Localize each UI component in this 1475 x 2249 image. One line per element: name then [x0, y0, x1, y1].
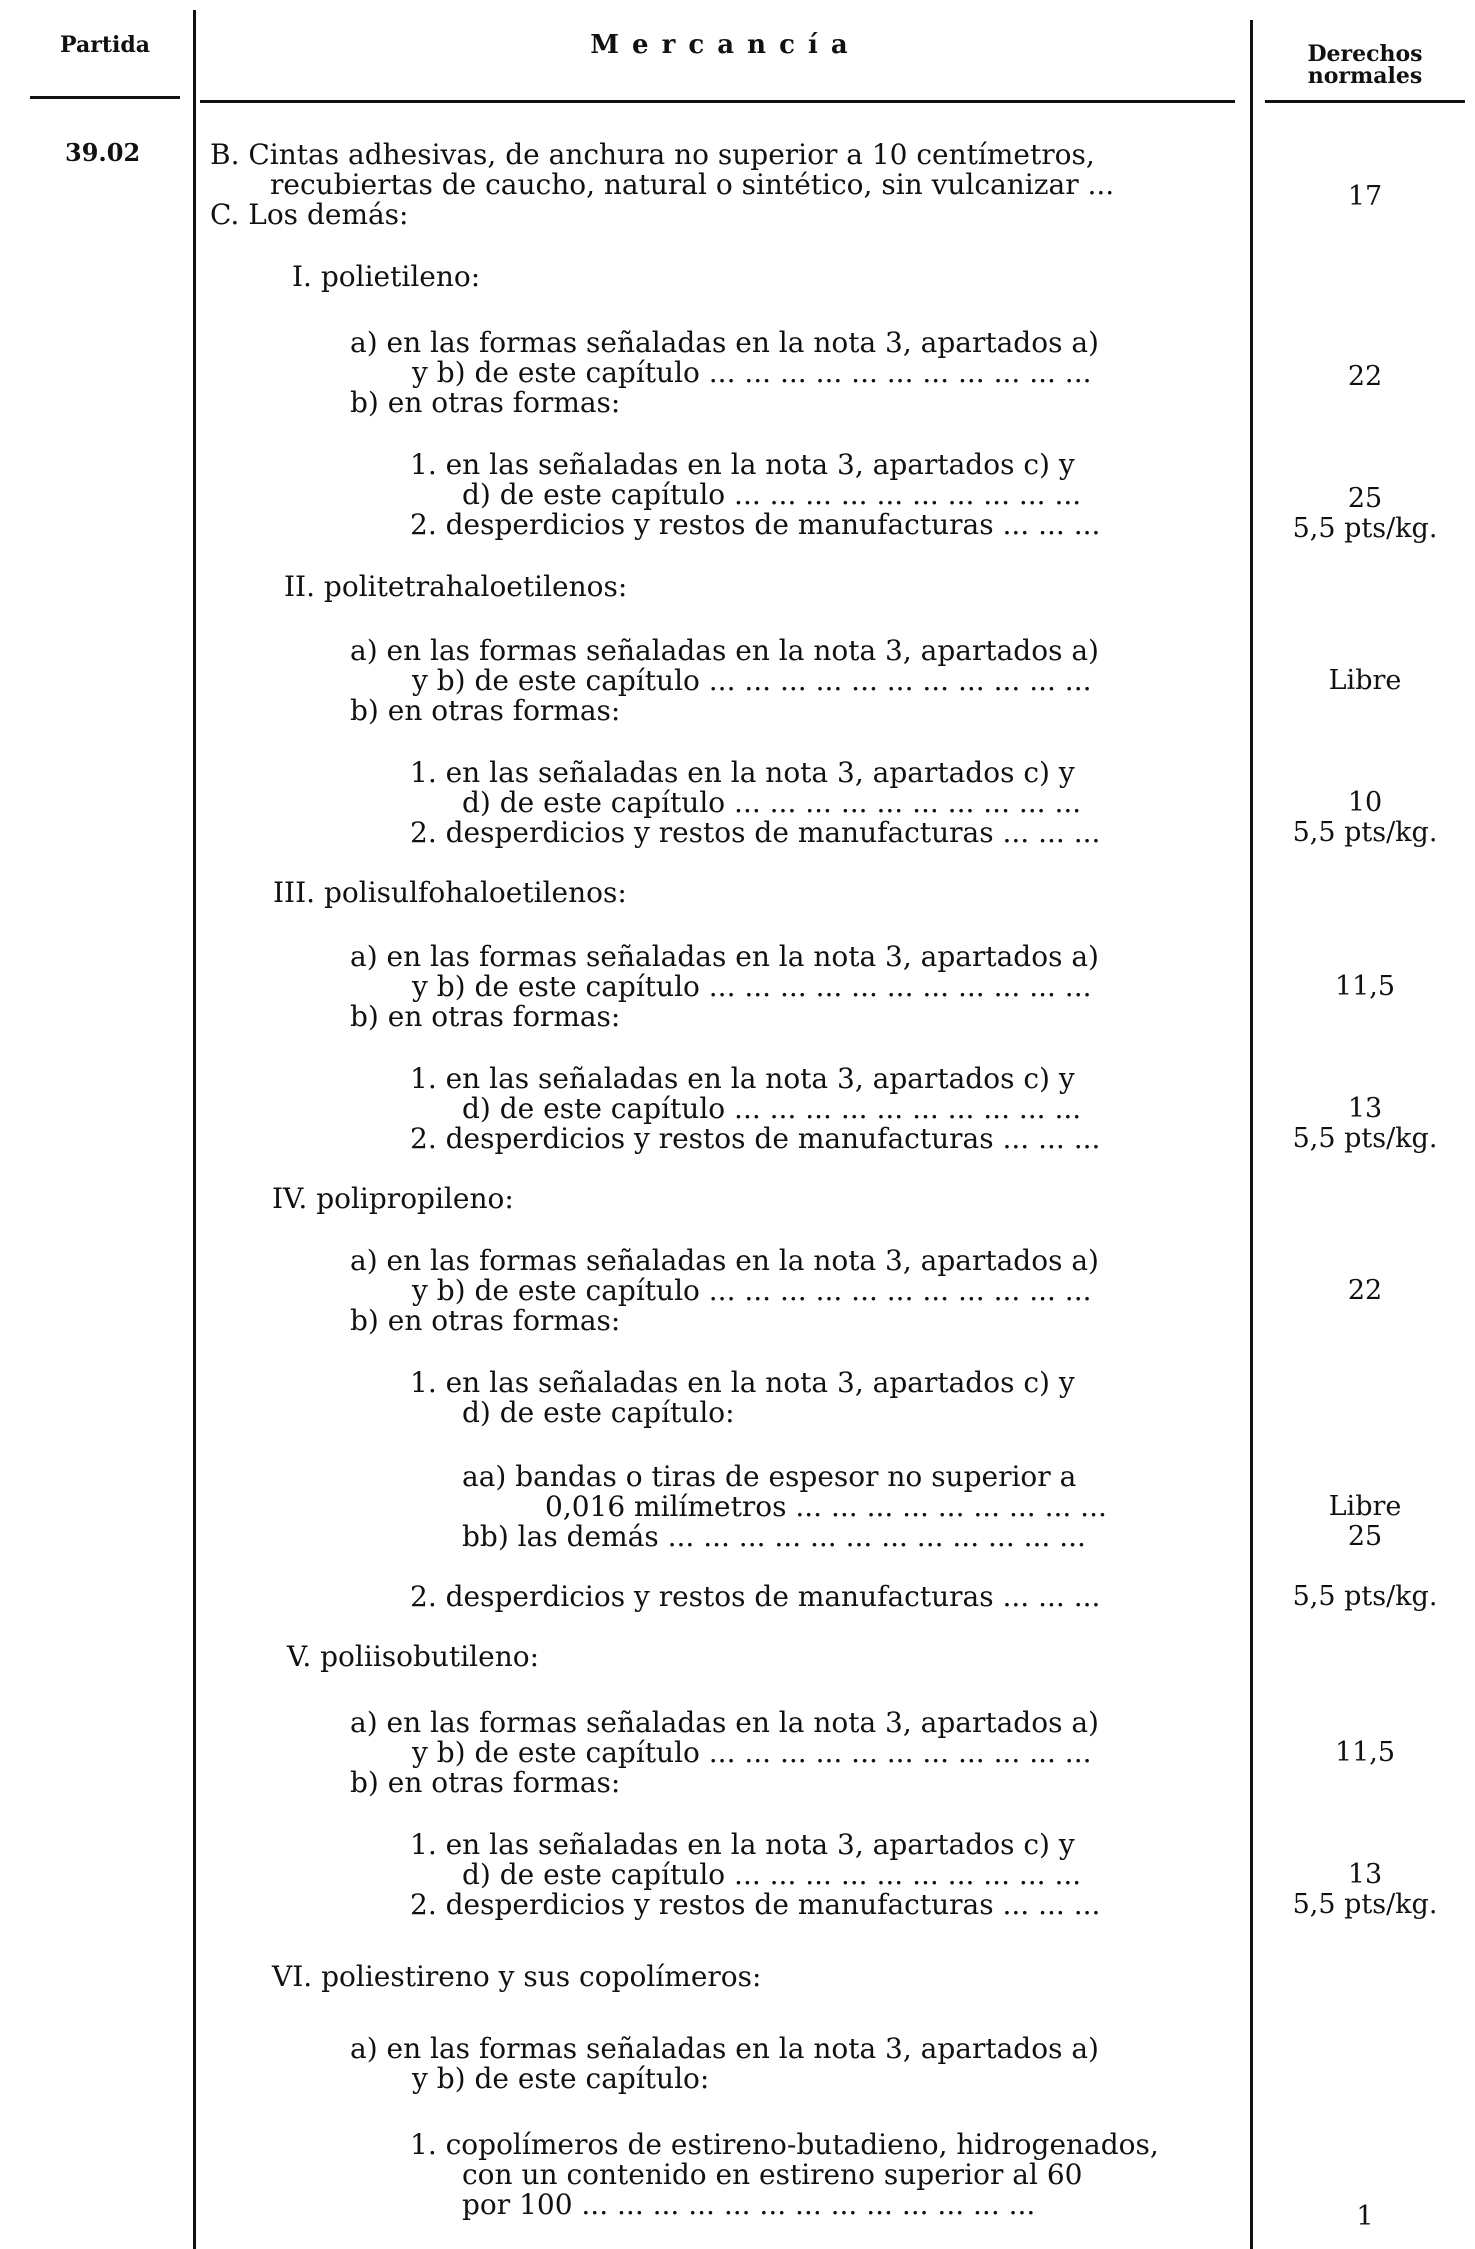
line-40: d) de este capítulo ... ... ... ... ... ... ... ... ... ...: [462, 1858, 1082, 1891]
line-27: y b) de este capítulo ... ... ... ... ... ... ... ... ... ... ...: [412, 1274, 1092, 1307]
header-rule-derechos: [1265, 100, 1465, 103]
rate-6: 10: [1347, 787, 1383, 818]
rate-5: Libre: [1328, 665, 1402, 696]
line-4: I. polietileno:: [292, 260, 481, 293]
line-6: y b) de este capítulo ... ... ... ... ... ... ... ... ... ... ...: [412, 356, 1092, 389]
rate-2: 22: [1347, 361, 1383, 392]
line-8: 1. en las señaladas en la nota 3, apartados c) y: [410, 448, 1075, 481]
rate-9: 13: [1347, 1093, 1383, 1124]
rate-16: 13: [1347, 1859, 1383, 1890]
line-31: aa) bandas o tiras de espesor no superior a: [462, 1460, 1077, 1493]
line-45: 1. copolímeros de estireno-butadieno, hidrogenados,: [410, 2128, 1159, 2161]
rate-14: 5,5 pts/kg.: [1292, 1581, 1438, 1612]
line-37: y b) de este capítulo ... ... ... ... ... ... ... ... ... ... ...: [412, 1736, 1092, 1769]
line-13: y b) de este capítulo ... ... ... ... ... ... ... ... ... ... ...: [412, 664, 1092, 697]
header-derechos-1: Derechos: [1307, 41, 1423, 67]
header-partida: Partida: [60, 32, 150, 58]
line-33: bb) las demás ... ... ... ... ... ... ... ... ... ... ... ...: [462, 1520, 1086, 1553]
line-32: 0,016 milímetros ... ... ... ... ... ... ... ... ...: [545, 1490, 1107, 1523]
line-18: III. polisulfohaloetilenos:: [273, 876, 627, 909]
column-divider-left: [193, 10, 196, 2249]
line-42: VI. poliestireno y sus copolímeros:: [272, 1960, 762, 1993]
header-derechos-2: normales: [1307, 63, 1423, 89]
line-44: y b) de este capítulo:: [412, 2062, 710, 2095]
line-24: 2. desperdicios y restos de manufacturas ... ... ...: [410, 1122, 1101, 1155]
header-rule-partida: [30, 96, 180, 99]
line-5: a) en las formas señaladas en la nota 3, apartados a): [350, 326, 1099, 359]
line-36: a) en las formas señaladas en la nota 3, apartados a): [350, 1706, 1099, 1739]
rate-18: 1: [1356, 2201, 1374, 2232]
partida-code: 39.02: [65, 138, 141, 167]
line-38: b) en otras formas:: [350, 1766, 621, 1799]
line-20: y b) de este capítulo ... ... ... ... ... ... ... ... ... ... ...: [412, 970, 1092, 1003]
line-30: d) de este capítulo:: [462, 1396, 735, 1429]
line-7: b) en otras formas:: [350, 386, 621, 419]
line-14: b) en otras formas:: [350, 694, 621, 727]
rate-1: 17: [1347, 181, 1383, 212]
line-29: 1. en las señaladas en la nota 3, apartados c) y: [410, 1366, 1075, 1399]
line-2: recubiertas de caucho, natural o sintético, sin vulcanizar ...: [270, 168, 1115, 201]
line-11: II. politetrahaloetilenos:: [284, 570, 628, 603]
line-35: V. poliisobutileno:: [287, 1640, 540, 1673]
header-rule-mercancia: [200, 100, 1235, 103]
line-23: d) de este capítulo ... ... ... ... ... ... ... ... ... ...: [462, 1092, 1082, 1125]
line-43: a) en las formas señaladas en la nota 3, apartados a): [350, 2032, 1099, 2065]
line-41: 2. desperdicios y restos de manufacturas ... ... ...: [410, 1888, 1101, 1921]
line-39: 1. en las señaladas en la nota 3, apartados c) y: [410, 1828, 1075, 1861]
line-1: B. Cintas adhesivas, de anchura no superior a 10 centímetros,: [210, 138, 1095, 171]
line-17: 2. desperdicios y restos de manufacturas ... ... ...: [410, 816, 1101, 849]
line-12: a) en las formas señaladas en la nota 3, apartados a): [350, 634, 1099, 667]
rate-10: 5,5 pts/kg.: [1292, 1123, 1438, 1154]
rate-15: 11,5: [1334, 1737, 1396, 1768]
line-3: C. Los demás:: [210, 198, 409, 231]
line-15: 1. en las señaladas en la nota 3, apartados c) y: [410, 756, 1075, 789]
line-19: a) en las formas señaladas en la nota 3, apartados a): [350, 940, 1099, 973]
rate-17: 5,5 pts/kg.: [1292, 1889, 1438, 1920]
rate-8: 11,5: [1334, 971, 1396, 1002]
rate-3: 25: [1347, 483, 1383, 514]
line-25: IV. polipropileno:: [272, 1182, 514, 1215]
line-34: 2. desperdicios y restos de manufacturas ... ... ...: [410, 1580, 1101, 1613]
line-22: 1. en las señaladas en la nota 3, apartados c) y: [410, 1062, 1075, 1095]
line-16: d) de este capítulo ... ... ... ... ... ... ... ... ... ...: [462, 786, 1082, 819]
header-mercancia: M e r c a n c í a: [590, 30, 850, 60]
rate-7: 5,5 pts/kg.: [1292, 817, 1438, 848]
rate-11: 22: [1347, 1275, 1383, 1306]
line-28: b) en otras formas:: [350, 1304, 621, 1337]
rate-13: 25: [1347, 1521, 1383, 1552]
line-46: con un contenido en estireno superior al 60: [462, 2158, 1083, 2191]
rate-4: 5,5 pts/kg.: [1292, 513, 1438, 544]
column-divider-right: [1250, 20, 1253, 2249]
line-10: 2. desperdicios y restos de manufacturas ... ... ...: [410, 508, 1101, 541]
line-26: a) en las formas señaladas en la nota 3, apartados a): [350, 1244, 1099, 1277]
line-21: b) en otras formas:: [350, 1000, 621, 1033]
line-47: por 100 ... ... ... ... ... ... ... ... ... ... ... ... ...: [462, 2188, 1036, 2221]
line-9: d) de este capítulo ... ... ... ... ... ... ... ... ... ...: [462, 478, 1082, 511]
rate-12: Libre: [1328, 1491, 1402, 1522]
